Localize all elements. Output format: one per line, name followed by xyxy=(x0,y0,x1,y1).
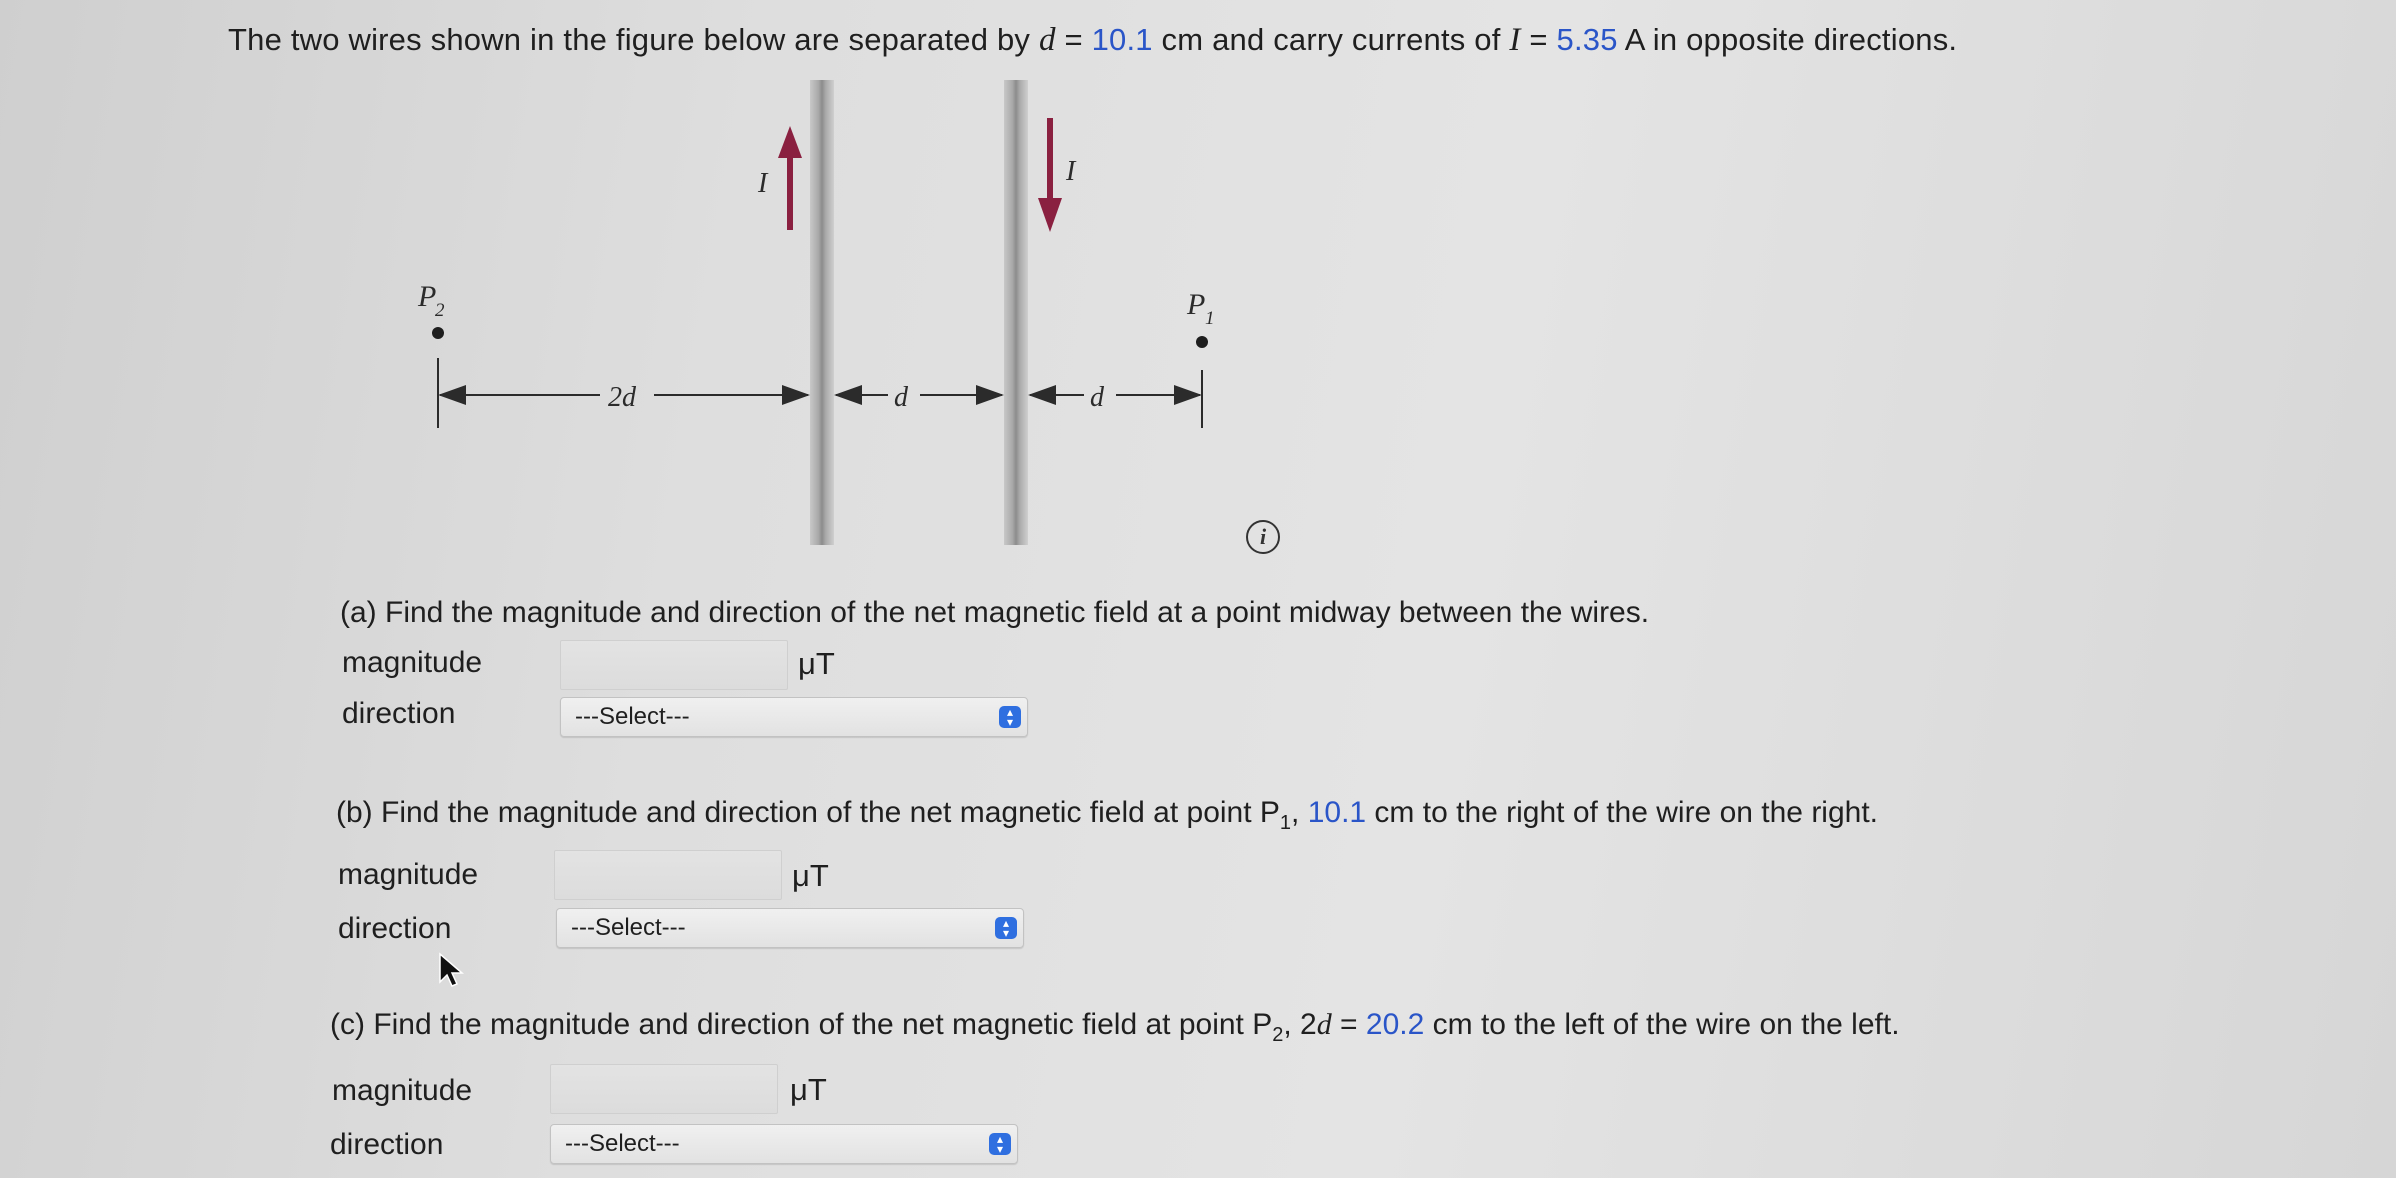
direction-select-c[interactable] xyxy=(550,1124,1018,1164)
select-chevron-icon: ▴ ▾ xyxy=(999,706,1021,728)
direction-select-b[interactable] xyxy=(556,908,1024,948)
question-b-text: (b) Find the magnitude and direction of the net magnetic field at point P xyxy=(336,796,1280,829)
question-b-sub: 1 xyxy=(1279,812,1292,834)
intro-text: The two wires shown in the figure below are separated by xyxy=(228,22,1031,57)
intro-text-mid: cm and carry currents of xyxy=(1152,22,1501,57)
question-c-distance: 20.2 xyxy=(1365,1008,1425,1041)
wires-figure xyxy=(420,80,1320,560)
I-value: 5.35 xyxy=(1556,22,1618,57)
question-b xyxy=(336,796,1878,835)
select-chevron-icon: ▴ ▾ xyxy=(995,917,1017,939)
mouse-pointer-icon xyxy=(436,952,466,988)
label-d-right: d xyxy=(1090,382,1104,413)
label-P1: P xyxy=(1187,288,1206,321)
d-value: 10.1 xyxy=(1091,22,1153,57)
label-P2: P xyxy=(418,280,437,313)
info-icon[interactable] xyxy=(1246,520,1280,554)
magnitude-input-b[interactable] xyxy=(554,850,782,900)
magnitude-label-b: magnitude xyxy=(338,858,479,891)
equals-sign: = xyxy=(1520,22,1557,57)
current-down-arrow xyxy=(1038,118,1062,232)
question-c-sub: 2 xyxy=(1272,1024,1284,1046)
unit-a: μT xyxy=(798,646,835,681)
unit-b: μT xyxy=(792,858,829,893)
question-c-d: d xyxy=(1316,1008,1332,1041)
point-P1 xyxy=(1186,288,1215,348)
direction-select-c-value: ---Select--- xyxy=(565,1130,680,1157)
direction-select-a[interactable] xyxy=(560,697,1028,737)
label-P2-sub: 2 xyxy=(435,300,445,321)
label-2d: 2d xyxy=(608,382,636,413)
current-up-arrow xyxy=(778,126,802,230)
label-I-right: I xyxy=(1066,156,1076,187)
magnitude-input-c[interactable] xyxy=(550,1064,778,1114)
question-a xyxy=(340,596,1649,630)
info-icon-glyph: i xyxy=(1259,524,1267,549)
intro-text-after: A in opposite directions. xyxy=(1617,22,1958,57)
label-d-middle: d xyxy=(894,382,908,413)
d-symbol: d xyxy=(1038,22,1056,58)
equals-sign: = xyxy=(1055,22,1092,57)
direction-label-c: direction xyxy=(330,1128,444,1161)
question-b-text-after: cm to the right of the wire on the right. xyxy=(1366,796,1879,829)
point-P2 xyxy=(417,280,445,339)
question-b-distance: 10.1 xyxy=(1307,796,1367,829)
I-symbol: I xyxy=(1509,22,1521,58)
unit-c: μT xyxy=(790,1072,827,1107)
left-wire xyxy=(810,80,834,545)
right-wire xyxy=(1004,80,1028,545)
question-c-eq: = xyxy=(1331,1008,1366,1041)
magnitude-label-c: magnitude xyxy=(332,1074,473,1107)
question-b-comma: , xyxy=(1291,796,1308,829)
problem-statement xyxy=(228,22,1957,59)
label-I-left: I xyxy=(758,168,768,199)
direction-select-b-value: ---Select--- xyxy=(571,914,686,941)
question-c-mid: , 2 xyxy=(1283,1008,1317,1041)
magnitude-input-a[interactable] xyxy=(560,640,788,690)
direction-label-b: direction xyxy=(338,912,452,945)
question-a-text: (a) Find the magnitude and direction of the net magnetic field at a point midway between the wires. xyxy=(340,596,1650,629)
magnitude-label-a: magnitude xyxy=(342,646,483,679)
select-chevron-icon: ▴ ▾ xyxy=(989,1133,1011,1155)
direction-label-a: direction xyxy=(342,697,456,730)
question-c-text-after: cm to the left of the wire on the left. xyxy=(1424,1008,1900,1041)
question-c-text: (c) Find the magnitude and direction of the net magnetic field at point P xyxy=(330,1008,1273,1041)
label-P1-sub: 1 xyxy=(1205,308,1215,329)
direction-select-a-value: ---Select--- xyxy=(575,703,690,730)
question-c xyxy=(330,1008,1900,1047)
